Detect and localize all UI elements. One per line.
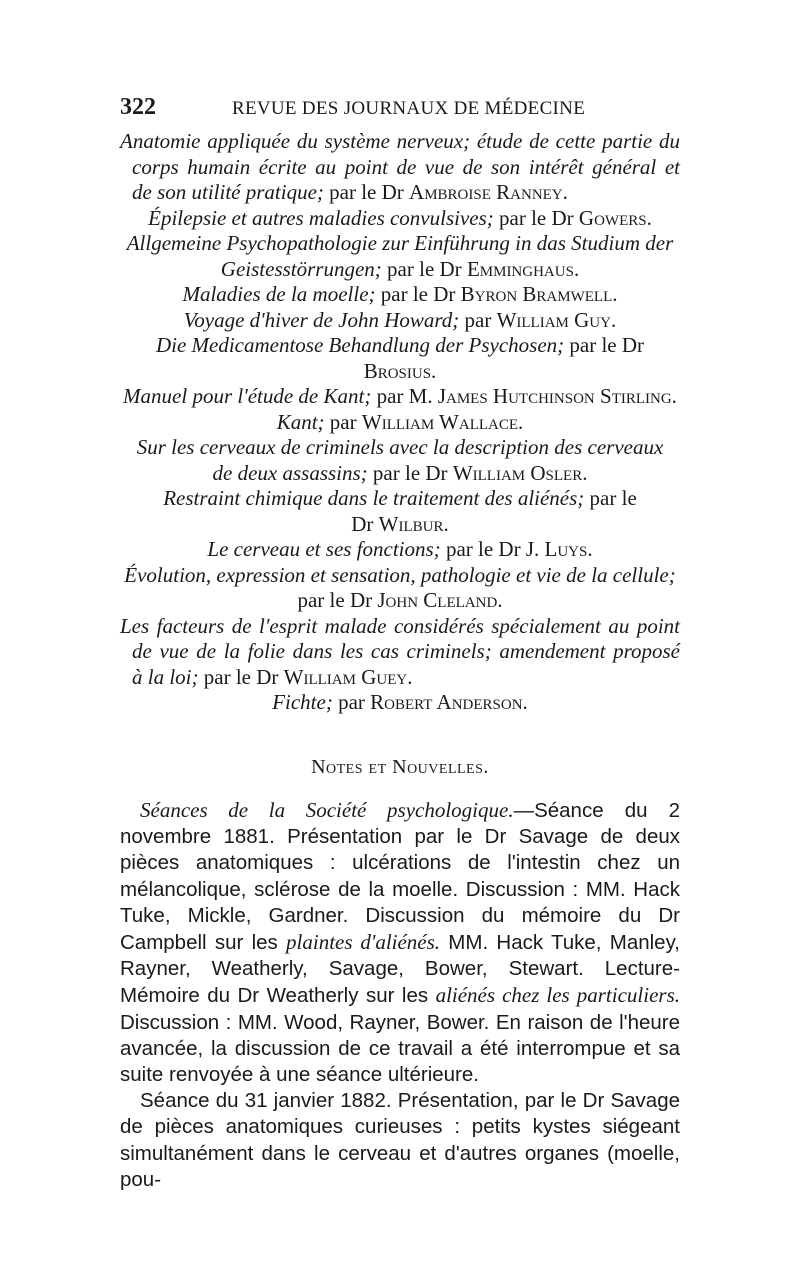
bibliography-line: [120, 180, 680, 206]
byline: par le Dr J.: [440, 537, 545, 561]
bibliography-entry: [120, 308, 680, 334]
bibliography-line: [120, 155, 680, 181]
author-name: Brosius.: [363, 358, 437, 383]
notes-text: MM. Hack Tuke, Manley, Rayner, Weatherly, Savage, Bower, Stewart. Lecture-Mémoire du Dr Weatherly sur les: [120, 931, 680, 1008]
notes-lead: Séances de la Société psychologique.: [140, 798, 514, 822]
bibliography-line: [120, 231, 680, 257]
work-title: Geistesstörrungen;: [220, 256, 382, 281]
author-name: Wilbur.: [378, 511, 449, 536]
page-number: 322: [120, 94, 156, 120]
running-head: [120, 94, 680, 124]
byline: par le Dr: [493, 205, 579, 230]
author-name: John Cleland.: [377, 588, 503, 612]
bibliography-entry: [120, 231, 680, 282]
bibliography-line: [120, 308, 680, 334]
work-title: Restraint chimique dans le traitement des aliénés;: [163, 486, 585, 510]
work-title: à la loi;: [132, 664, 199, 689]
bibliography-entry: [120, 384, 680, 410]
section-title: Notes et Nouvelles.: [311, 756, 489, 778]
work-title: Die Medicamentose Behandlung der Psychosen;: [155, 333, 565, 357]
bibliography-line: [120, 461, 680, 487]
work-title: Sur les cerveaux de criminels avec la description des cerveaux: [136, 435, 664, 459]
work-title: Les facteurs de l'esprit malade considérés spécialement au point: [120, 613, 680, 638]
work-title: Évolution, expression et sensation, pathologie et vie de la cellule;: [124, 562, 676, 587]
byline: par le Dr: [198, 664, 284, 689]
bibliography-entry: [120, 563, 680, 614]
bibliography-line: [120, 614, 680, 640]
notes-text: —Séance du 2 novembre 1881. Présentation par le Dr Savage de deux pièces anatomiques : ulcérations de l'intestin chez un mélancolique, sclérose de la moelle. Discussion : MM. Hack Tuke, Mickle, Gardner. Discussion du mémoire du Dr Campbell sur les: [120, 799, 680, 955]
bibliography-entry: [120, 614, 680, 691]
bibliography-list: [120, 129, 680, 716]
work-title: Anatomie appliquée du système nerveux; étude de cette partie du: [120, 129, 680, 153]
bibliography-entry: [120, 129, 680, 206]
bibliography-entry: [120, 486, 680, 537]
work-title: Le cerveau et ses fonctions;: [207, 537, 441, 561]
author-name: William Guy.: [496, 307, 617, 332]
author-name: Gowers.: [578, 205, 652, 230]
notes-paragraph: [120, 797, 680, 1088]
bibliography-line: [120, 588, 680, 614]
byline: par le Dr: [375, 282, 461, 306]
byline: par le Dr: [323, 180, 410, 204]
bibliography-line: [120, 486, 680, 512]
notes-italic: aliénés chez les particuliers.: [435, 983, 680, 1008]
author-name: William Osler.: [452, 460, 588, 485]
work-title: corps humain écrite au point de vue de son intérêt général et: [132, 154, 680, 179]
bibliography-line: [120, 665, 680, 691]
bibliography-line: [120, 690, 680, 716]
byline: par: [332, 690, 371, 714]
work-title: de deux assassins;: [212, 460, 368, 485]
work-title: Manuel pour l'étude de Kant;: [123, 384, 372, 408]
byline: par: [459, 307, 497, 332]
notes-paragraph: [120, 1088, 680, 1193]
bibliography-line: [120, 129, 680, 155]
byline: par M.: [371, 384, 438, 408]
work-title: Fichte;: [272, 690, 333, 714]
author-name: William Wallace.: [361, 409, 524, 434]
work-title: Maladies de la moelle;: [182, 282, 376, 306]
byline: par le Dr: [367, 460, 453, 485]
byline: par le Dr: [564, 333, 645, 357]
running-title: REVUE DES JOURNAUX DE MÉDECINE: [232, 98, 586, 119]
byline: par: [324, 409, 362, 434]
work-title: de vue de la folie dans les cas criminels; amendement proposé: [132, 639, 680, 663]
bibliography-line: [120, 537, 680, 563]
author-name: Emminghaus.: [466, 256, 580, 281]
bibliography-entry: [120, 206, 680, 232]
byline: par le: [584, 486, 637, 510]
work-title: Kant;: [276, 409, 325, 434]
bibliography-line: [120, 206, 680, 232]
bibliography-entry: [120, 333, 680, 384]
author-name: Ambroise Ranney.: [409, 180, 568, 204]
bibliography-line: [120, 563, 680, 589]
bibliography-line: [120, 282, 680, 308]
work-title: Voyage d'hiver de John Howard;: [183, 307, 460, 332]
byline: par le Dr: [297, 588, 378, 612]
work-title: Allgemeine Psychopathologie zur Einführung in das Studium der: [126, 231, 674, 255]
bibliography-line: [120, 435, 680, 461]
author-name: Robert Anderson.: [370, 690, 528, 714]
bibliography-line: [120, 333, 680, 384]
notes-body: [120, 797, 680, 1193]
bibliography-entry: [120, 690, 680, 716]
byline: par le Dr: [381, 256, 467, 281]
bibliography-line: [120, 257, 680, 283]
bibliography-line: [120, 410, 680, 436]
bibliography-entry: [120, 282, 680, 308]
author-name: James Hutchinson Stirling.: [437, 384, 677, 408]
work-title: Épilepsie et autres maladies convulsives;: [148, 205, 494, 230]
bibliography-entry: [120, 537, 680, 563]
work-title: de son utilité pratique;: [132, 180, 324, 204]
bibliography-entry: [120, 435, 680, 486]
notes-text: Séance du 31 janvier 1882. Présentation, par le Dr Savage de pièces anatomiques curieuses : petits kystes siégeant simultanément dans le cerveau et d'autres organes (moelle, pou-: [120, 1089, 680, 1191]
author-name: William Guey.: [283, 664, 413, 689]
bibliography-line: [120, 384, 680, 410]
author-name: Byron Bramwell.: [460, 282, 618, 306]
bibliography-line: [120, 512, 680, 538]
notes-italic: plaintes d'aliénés.: [286, 930, 441, 955]
byline: Dr: [351, 511, 379, 536]
bibliography-entry: [120, 410, 680, 436]
notes-text: Discussion : MM. Wood, Rayner, Bower. En raison de l'heure avancée, la discussion de ce travail a été interrompue et sa suite renvoyée à une séance ultérieure.: [120, 1010, 680, 1087]
bibliography-line: [120, 639, 680, 665]
author-name: Luys.: [544, 537, 593, 561]
